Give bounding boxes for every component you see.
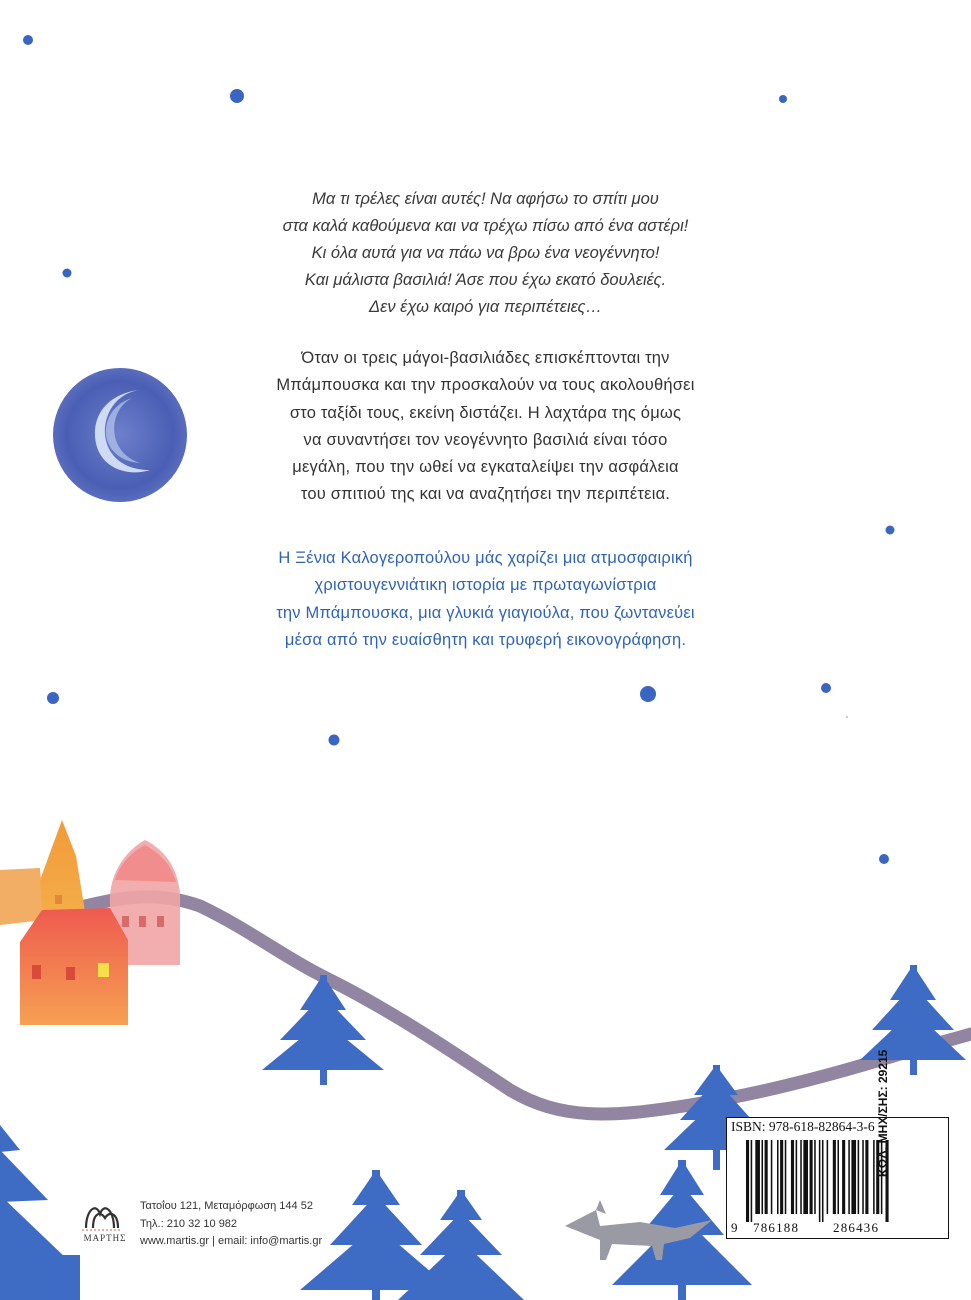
synopsis-line: μεγάλη, που την ωθεί να εγκαταλείψει την ασφάλεια xyxy=(292,458,679,477)
barcode-digits-left: 786188 xyxy=(753,1220,800,1235)
barcode-bar xyxy=(800,1140,802,1214)
synopsis-line: Μπάμπουσκα και την προσκαλούν να τους ακολουθήσει xyxy=(276,376,695,395)
barcode-bar xyxy=(765,1140,768,1214)
barcode-bar xyxy=(780,1140,783,1214)
quote-line: στα καλά καθούμενα και να τρέχω πίσω από ένα αστέρι! xyxy=(282,217,689,235)
barcode-bar xyxy=(858,1140,860,1214)
blurb-line: χριστουγεννιάτικη ιστορία με πρωταγωνίστρια xyxy=(314,576,657,595)
barcode-bar xyxy=(751,1140,753,1222)
blurb-line: Η Ξένια Καλογεροπούλου μάς χαρίζει μια ατμοσφαιρική xyxy=(278,549,693,567)
synopsis-line: στο ταξίδι τους, εκείνη διστάζει. Η λαχτάρα της όμως xyxy=(289,403,682,422)
barcode-bar xyxy=(851,1140,856,1214)
product-code: ΚΩΔ. ΜΗΧ/ΣΗΣ: 29215 xyxy=(876,1049,890,1177)
barcode-bar xyxy=(803,1140,808,1214)
publisher-name: ΜΑΡΤΗΣ xyxy=(83,1233,127,1243)
barcode-bar xyxy=(762,1140,764,1214)
barcode-bars xyxy=(730,1140,945,1222)
barcode-bar xyxy=(796,1140,798,1214)
barcode-bar xyxy=(862,1140,864,1214)
house-icon xyxy=(0,820,180,1025)
barcode-bar xyxy=(842,1140,845,1214)
synopsis-text xyxy=(0,345,971,509)
barcode-bar xyxy=(833,1140,836,1214)
publisher-address: Τατοΐου 121, Μεταμόρφωση 144 52 xyxy=(140,1200,313,1212)
barcode-bar xyxy=(822,1140,824,1222)
barcode-bar xyxy=(819,1140,821,1222)
blurb-line: μέσα από την ευαίσθητη και τρυφερή εικονογράφηση. xyxy=(284,631,687,650)
publisher-contact xyxy=(140,1198,322,1251)
barcode-bar xyxy=(848,1140,850,1214)
quote-line: Μα τι τρέλες είναι αυτές! Να αφήσω το σπίτι μου xyxy=(312,190,659,208)
quote-line: Κι όλα αυτά για να πάω να βρω ένα νεογέννητο! xyxy=(311,244,660,262)
barcode-bar xyxy=(746,1140,749,1222)
synopsis-line: Όταν οι τρεις μάγοι-βασιλιάδες επισκέπτονται την xyxy=(301,349,670,367)
publisher-web: www.martis.gr | email: info@martis.gr xyxy=(140,1235,323,1247)
barcode-bar xyxy=(755,1140,760,1214)
synopsis-line: να συναντήσει τον νεογέννητο βασιλιά είναι τόσο xyxy=(303,430,668,449)
barcode-bar xyxy=(827,1140,829,1214)
barcode-bar xyxy=(865,1140,868,1214)
barcode-digit-first: 9 xyxy=(731,1220,738,1235)
barcode-bar xyxy=(810,1140,813,1214)
isbn-text: ISBN: 978-618-82864-3-6 xyxy=(731,1119,875,1134)
publisher-logo xyxy=(76,1198,134,1243)
barcode-bar xyxy=(814,1140,816,1214)
quote-text xyxy=(0,186,971,321)
hill-path xyxy=(60,897,971,1114)
blurb-text xyxy=(0,545,971,655)
synopsis-line: του σπιτιού της και να αναζητήσει την περιπέτεια. xyxy=(300,485,671,504)
barcode-bar xyxy=(777,1140,779,1214)
barcode-bar xyxy=(771,1140,773,1214)
barcode-bar xyxy=(837,1140,839,1214)
blurb-line: την Μπάμπουσκα, μια γλυκιά γιαγιούλα, που ζωντανεύει xyxy=(276,603,695,622)
barcode-bar xyxy=(791,1140,794,1214)
barcode-bar xyxy=(873,1140,875,1214)
quote-line: Δεν έχω καιρό για περιπέτειες… xyxy=(369,298,602,316)
barcode-digits-right: 286436 xyxy=(833,1220,880,1235)
quote-line: Και μάλιστα βασιλιά! Άσε που έχω εκατό δουλειές. xyxy=(304,271,667,289)
barcode-bar xyxy=(785,1140,787,1214)
barcode-box xyxy=(726,1117,949,1239)
publisher-phone: Τηλ.: 210 32 10 982 xyxy=(140,1217,238,1230)
